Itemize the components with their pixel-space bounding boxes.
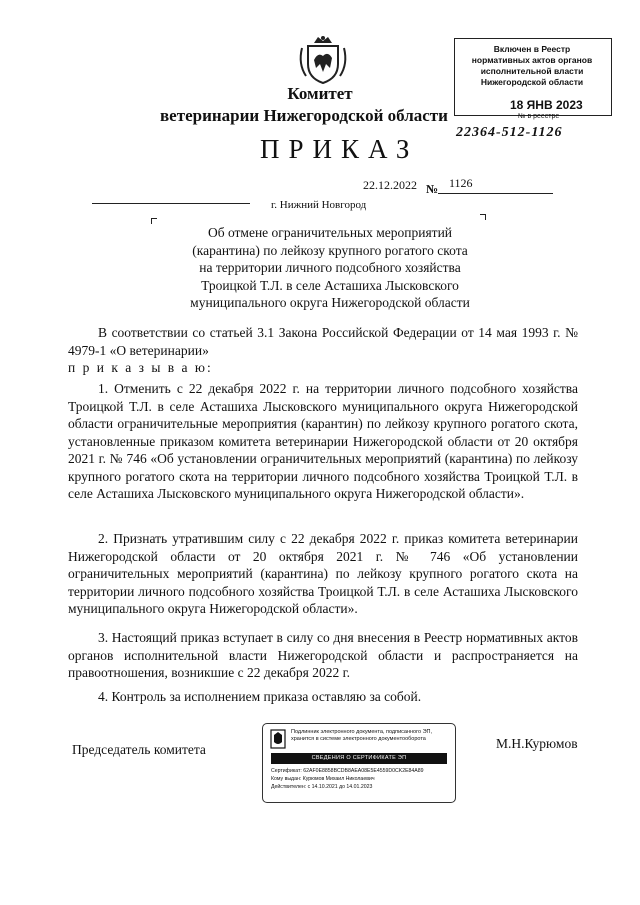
order-number: 1126 bbox=[449, 176, 473, 190]
subject-line: муниципального округа Нижегородской области bbox=[190, 295, 470, 310]
cert-label: Сертификат: bbox=[271, 768, 302, 774]
subject-line: (карантина) по лейкозу крупного рогатого скота bbox=[192, 242, 468, 258]
certificate-title-bar: СВЕДЕНИЯ О СЕРТИФИКАТЕ ЭП bbox=[271, 753, 447, 764]
orders-keyword: п р и к а з ы в а ю: bbox=[68, 360, 213, 375]
order-subject bbox=[150, 224, 510, 312]
subject-line: Об отмене ограничительных мероприятий bbox=[207, 225, 453, 240]
subject-line: Троицкой Т.Л. в селе Асташиха Лысковского bbox=[201, 277, 459, 293]
valid-label: Действителен: bbox=[271, 784, 307, 790]
stamp-line: нормативных актов органов bbox=[471, 55, 593, 65]
corner-mark bbox=[480, 214, 486, 220]
org-name-line2: ветеринарии Нижегородской области bbox=[160, 106, 448, 125]
stamp-reg-number: 22364-512-1126 bbox=[456, 125, 563, 140]
registry-stamp-text bbox=[454, 44, 610, 88]
stamp-line: исполнительной власти bbox=[480, 66, 584, 76]
document-title: ПРИКАЗ bbox=[260, 134, 419, 164]
signer-position: Председатель комитета bbox=[72, 742, 206, 757]
certificate-row bbox=[271, 768, 424, 774]
subject-line: на территории личного подсобного хозяйства bbox=[199, 260, 461, 275]
emblem-icon bbox=[270, 729, 286, 749]
item-paragraph-2: 2. Признать утратившим силу с 22 декабря 2022 г. приказ комитета ветеринарии Нижегородской области от 20 октября 2021 г. № 746 «Об установлении ограничительных мероприятий (карантина) по лейкозу крупного рогатого скота на территории личного подсобного хозяйства Троицкой Т.Л. в селе Асташиха Лысковского муниципального округа Нижегородской области». bbox=[68, 531, 578, 616]
preamble-paragraph: В соответствии со статьей 3.1 Закона Российской Федерации от 14 мая 1993 г. № 4979-1 «О ветеринарии» bbox=[68, 325, 578, 358]
valid-row bbox=[271, 784, 372, 790]
item-paragraph-1: 1. Отменить с 22 декабря 2022 г. на территории личного подсобного хозяйства Троицкой Т.Л. в селе Асташиха Лысковского муниципального округа Нижегородской области ограничительные мероприятия (карантин) по лейкозу крупного рогатого скота, установленные приказом комитета ветеринарии Нижегородской области от 20 октября 2021 г. № 746 «Об установлении ограничительных мероприятий (карантина) по лейкозу крупного рогатого скота на территории личного подсобного хозяйства Троицкой Т.Л. в селе Асташиха Лысковского муниципального округа Нижегородской области». bbox=[68, 381, 578, 501]
stamp-reg-label: № в реестре bbox=[518, 113, 560, 120]
org-name-line1: Комитет bbox=[287, 84, 353, 103]
stamp-date: 18 ЯНВ 2023 bbox=[510, 98, 583, 112]
issued-row bbox=[271, 776, 375, 782]
order-number-label: № bbox=[426, 182, 439, 196]
electronic-signature-box bbox=[262, 723, 456, 803]
valid-value: с 14.10.2021 до 14.01.2023 bbox=[307, 784, 373, 790]
order-date: 22.12.2022 bbox=[363, 178, 417, 192]
signature-header: Подлинник электронного документа, подписанного ЭП, хранится в системе электронного документооборота bbox=[291, 729, 433, 742]
item-paragraph-4: 4. Контроль за исполнением приказа оставляю за собой. bbox=[98, 689, 422, 704]
cert-value: 62AF0E8858BCDB8AEA08E5E4559D0CK2E84A89 bbox=[303, 768, 424, 774]
stamp-line: Включен в Реестр bbox=[493, 44, 571, 54]
coat-of-arms-emblem bbox=[296, 34, 350, 84]
issued-value: Курюмов Михаил Николаевич bbox=[302, 776, 375, 782]
date-underline bbox=[92, 203, 250, 204]
number-underline bbox=[438, 193, 553, 194]
order-city: г. Нижний Новгород bbox=[271, 199, 367, 211]
item-paragraph-3: 3. Настоящий приказ вступает в силу со дня внесения в Реестр нормативных актов органов исполнительной власти Нижегородской области и распространяется на правоотношения, возникшие с 22 декабря 2022 г. bbox=[68, 630, 578, 680]
signer-name: М.Н.Курюмов bbox=[496, 736, 578, 751]
stamp-line: Нижегородской области bbox=[480, 77, 584, 87]
issued-label: Кому выдан: bbox=[271, 776, 302, 782]
